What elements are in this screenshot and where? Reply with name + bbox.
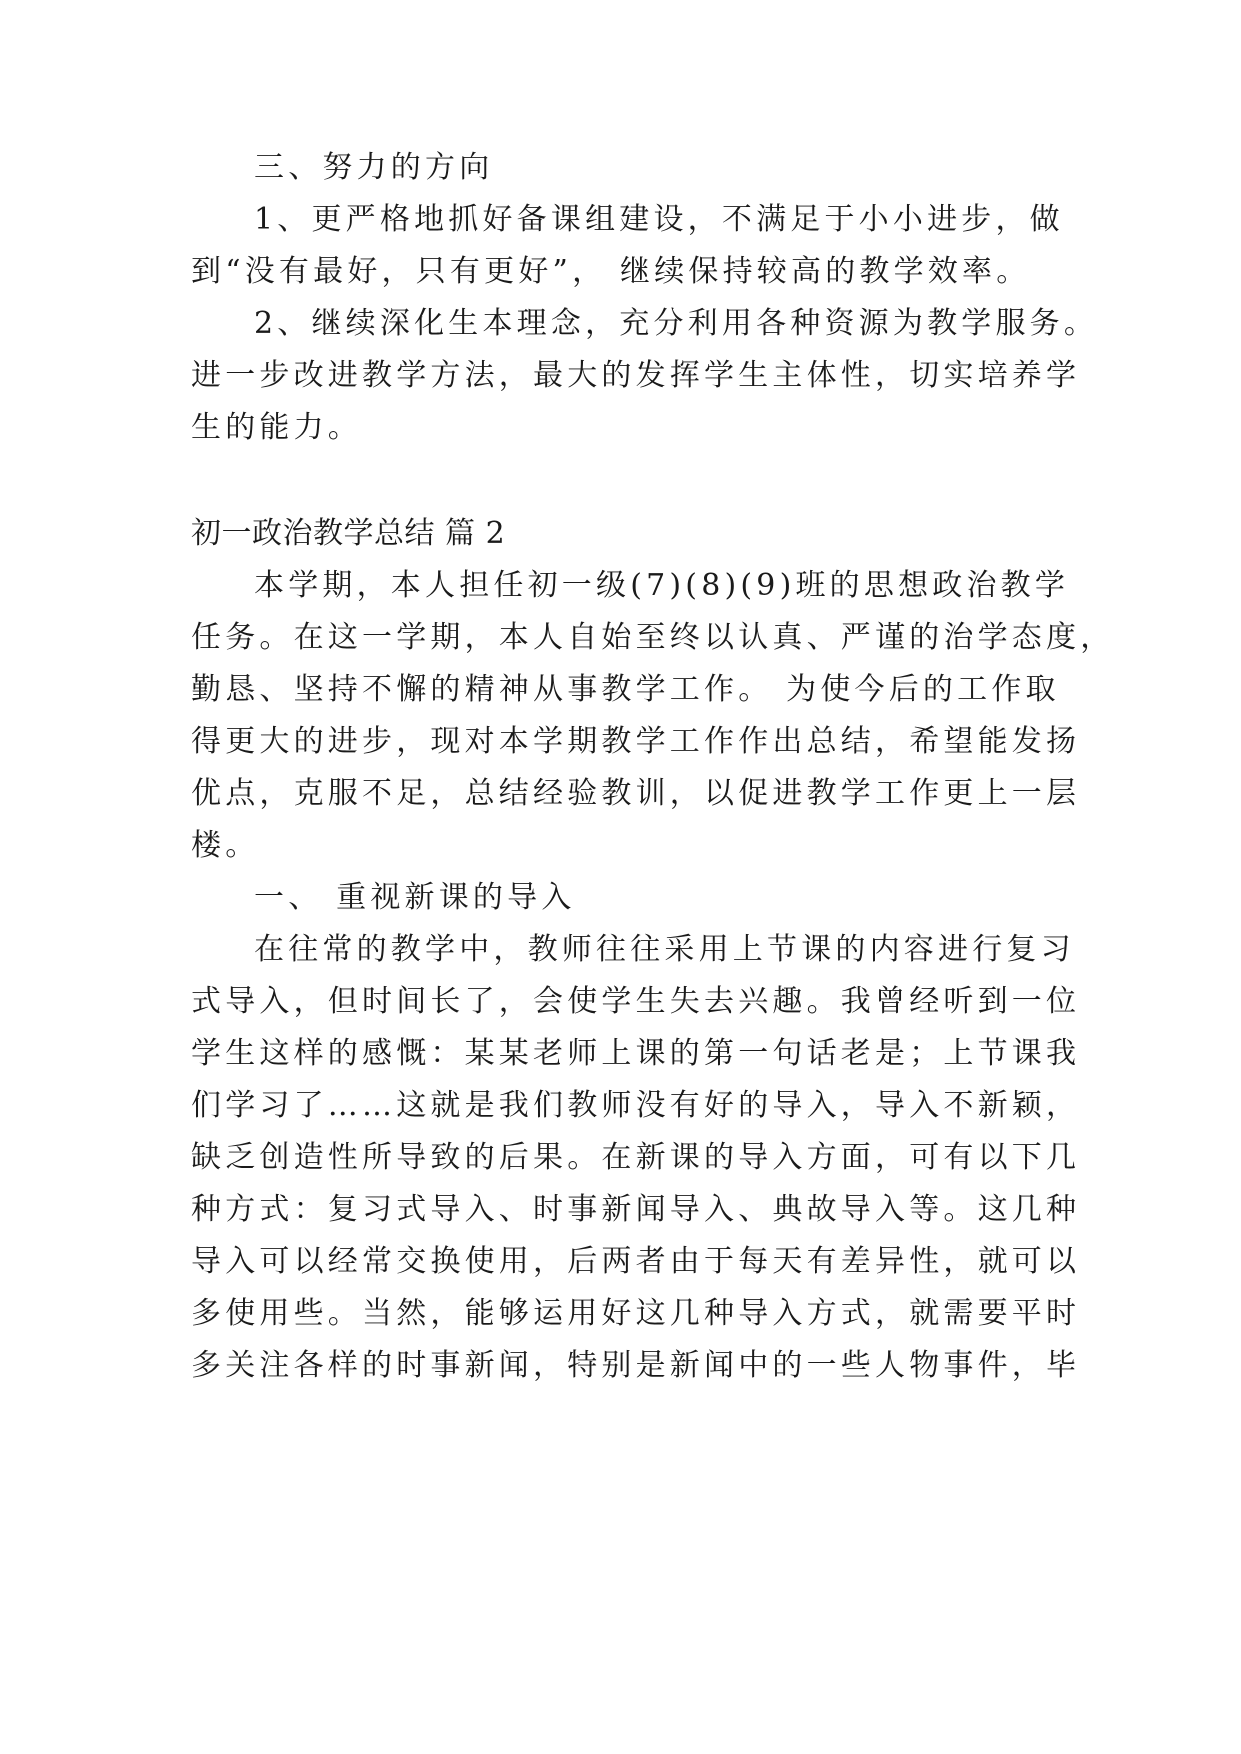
paragraph-line: 式导入，但时间长了，会使学生失去兴趣。我曾经听到一位 [191, 984, 1081, 1019]
paragraph-line: 本学期，本人担任初一级(7)(8)(9)班的思想政治教学 [254, 568, 1070, 603]
paragraph-line: 们学习了……这就是我们教师没有好的导入，导入不新颖， [191, 1088, 1081, 1123]
paragraph-line: 2、继续深化生本理念，充分利用各种资源为教学服务。 [254, 306, 1099, 341]
paragraph-line: 多关注各样的时事新闻，特别是新闻中的一些人物事件，毕 [191, 1348, 1081, 1383]
paragraph-line: 楼。 [191, 828, 260, 863]
paragraph-line: 进一步改进教学方法，最大的发挥学生主体性，切实培养学 [191, 358, 1081, 393]
paragraph-line: 在往常的教学中，教师往往采用上节课的内容进行复习 [254, 932, 1075, 967]
paragraph-line: 到“没有最好，只有更好”， 继续保持较高的教学效率。 [191, 254, 1031, 289]
paragraph-line: 多使用些。当然，能够运用好这几种导入方式，就需要平时 [191, 1296, 1081, 1331]
paragraph-line: 生的能力。 [191, 410, 362, 445]
paragraph-line: 导入可以经常交换使用，后两者由于每天有差异性，就可以 [191, 1244, 1081, 1279]
paragraph-line: 优点，克服不足，总结经验教训，以促进教学工作更上一层 [191, 776, 1081, 811]
paragraph-line: 种方式：复习式导入、时事新闻导入、典故导入等。这几种 [191, 1192, 1081, 1227]
paragraph-line: 学生这样的感慨：某某老师上课的第一句话老是；上节课我 [191, 1036, 1081, 1071]
paragraph-line: 勤恳、坚持不懈的精神从事教学工作。 为使今后的工作取 [191, 672, 1060, 707]
paragraph-line: 缺乏创造性所导致的后果。在新课的导入方面，可有以下几 [191, 1140, 1081, 1175]
paragraph-line: 1、更严格地抓好备课组建设，不满足于小小进步，做 [254, 202, 1064, 237]
paragraph-line: 任务。在这一学期，本人自始至终以认真、严谨的治学态度， [191, 620, 1115, 655]
section-heading: 一、 重视新课的导入 [254, 880, 576, 915]
paragraph-line: 得更大的进步，现对本学期教学工作作出总结，希望能发扬 [191, 724, 1081, 759]
section-heading: 三、努力的方向 [254, 150, 494, 185]
article-title: 初一政治教学总结 篇 2 [191, 516, 506, 551]
